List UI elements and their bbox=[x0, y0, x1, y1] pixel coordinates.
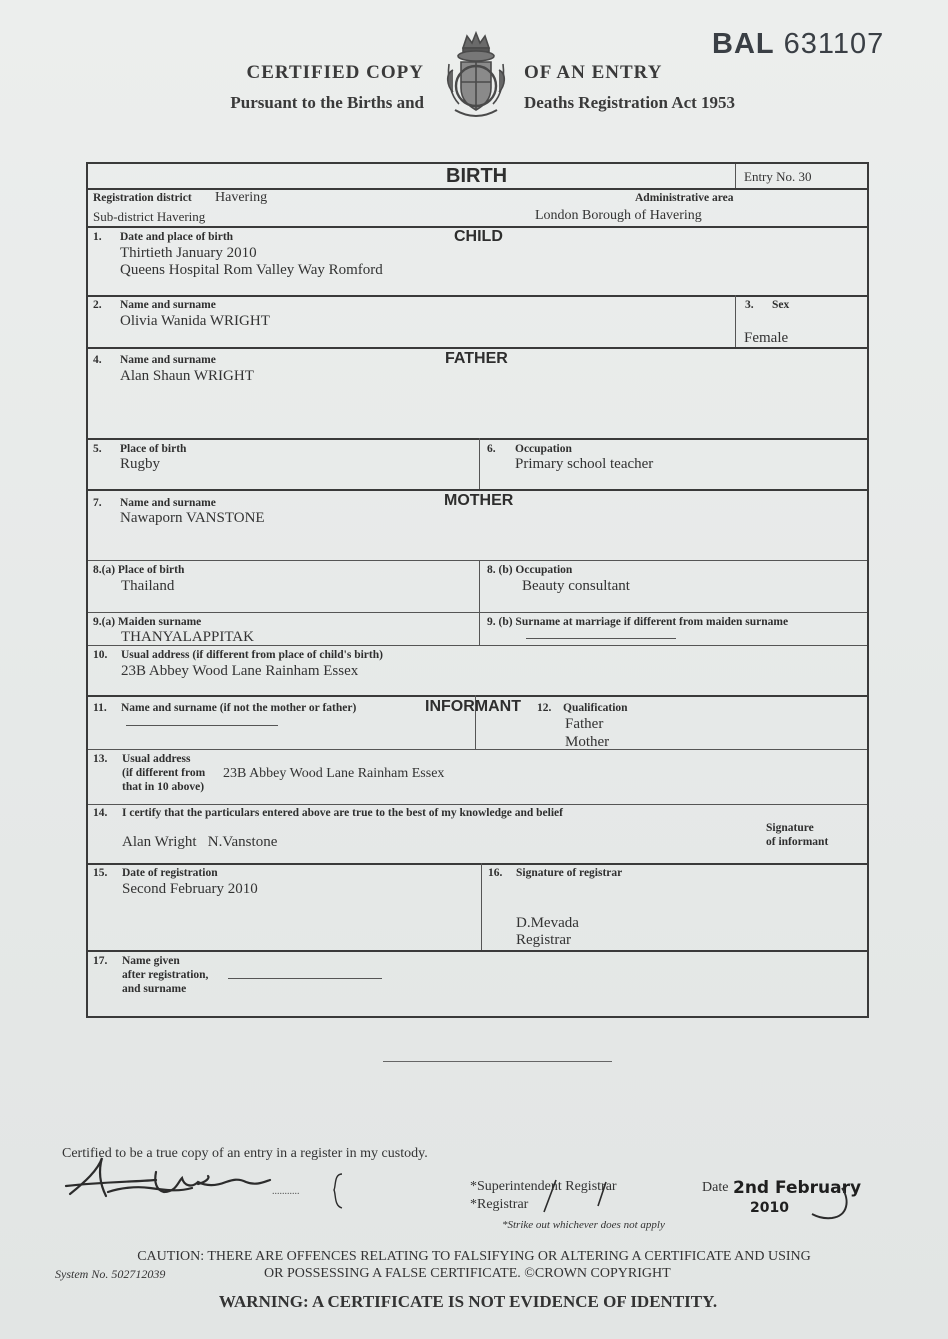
subtitle-right: Deaths Registration Act 1953 bbox=[524, 93, 736, 112]
signature-label-line2: of informant bbox=[766, 836, 829, 848]
field-15-number: 15. bbox=[93, 867, 108, 879]
field-13-label: Usual address bbox=[122, 753, 191, 765]
field-7-number: 7. bbox=[93, 497, 102, 509]
father-occupation: Primary school teacher bbox=[515, 456, 654, 472]
date-label: Date bbox=[702, 1180, 729, 1195]
registration-date: Second February 2010 bbox=[122, 881, 258, 897]
field-10-number: 10. bbox=[93, 649, 108, 661]
birth-place: Queens Hospital Rom Valley Way Romford bbox=[120, 262, 383, 278]
title-left: CERTIFIED COPY bbox=[246, 62, 424, 83]
field-13-label-line2: (if different from bbox=[122, 767, 206, 779]
field-10-label: Usual address (if different from place of child's birth) bbox=[121, 649, 383, 661]
registrar-option: *Registrar bbox=[470, 1197, 529, 1212]
qualification-father: Father bbox=[565, 716, 604, 732]
system-number: System No. 502712039 bbox=[55, 1267, 166, 1281]
mother-occupation: Beauty consultant bbox=[522, 578, 630, 594]
mother-name: Nawaporn VANSTONE bbox=[120, 510, 265, 526]
informant-signature: Alan Wright N.Vanstone bbox=[122, 834, 278, 850]
field-12-number: 12. bbox=[537, 702, 552, 714]
field-17-label: Name given bbox=[122, 955, 180, 967]
field-17-label-line3: and surname bbox=[122, 983, 187, 995]
field-1-label: Date and place of birth bbox=[120, 231, 234, 243]
certificate-year: 2010 bbox=[750, 1200, 789, 1216]
strike-mark-icon bbox=[540, 1176, 630, 1216]
form-title: BIRTH bbox=[446, 165, 508, 187]
field-14-label: I certify that the particulars entered above are true to the best of my knowledge and belief bbox=[122, 807, 563, 819]
handwritten-flourish-icon bbox=[792, 1186, 852, 1222]
certified-statement: Certified to be a true copy of an entry in a register in my custody. bbox=[62, 1146, 428, 1161]
warning-notice: WARNING: A CERTIFICATE IS NOT EVIDENCE OF IDENTITY. bbox=[218, 1292, 718, 1311]
section-child: CHILD bbox=[454, 228, 503, 245]
father-name: Alan Shaun WRIGHT bbox=[120, 368, 254, 384]
birth-entry-form bbox=[86, 162, 869, 1018]
field-17-label-line2: after registration, bbox=[122, 969, 209, 981]
field-9b-blank bbox=[526, 638, 676, 639]
field-11-label: Name and surname (if not the mother or father) bbox=[121, 702, 357, 714]
field-2-number: 2. bbox=[93, 299, 102, 311]
title-right: OF AN ENTRY bbox=[524, 62, 663, 83]
field-4-label: Name and surname bbox=[120, 354, 216, 366]
field-7-label: Name and surname bbox=[120, 497, 216, 509]
field-6-number: 6. bbox=[487, 443, 496, 455]
mother-maiden-surname: THANYALAPPITAK bbox=[121, 629, 254, 645]
field-13-number: 13. bbox=[93, 753, 108, 765]
field-11-number: 11. bbox=[93, 702, 107, 714]
caution-line-2: OR POSSESSING A FALSE CERTIFICATE. ©CROWN COPYRIGHT bbox=[264, 1266, 671, 1281]
royal-crest-icon bbox=[443, 30, 509, 124]
sub-district: Sub-district Havering bbox=[93, 209, 206, 224]
field-2-label: Name and surname bbox=[120, 299, 216, 311]
strike-note: *Strike out whichever does not apply bbox=[502, 1219, 665, 1231]
child-name: Olivia Wanida WRIGHT bbox=[120, 313, 270, 329]
field-15-label: Date of registration bbox=[122, 867, 218, 879]
field-3-label: Sex bbox=[772, 299, 790, 311]
superintendent-registrar-option: *Superintendent Registrar bbox=[470, 1179, 617, 1194]
field-13-label-line3: that in 10 above) bbox=[122, 781, 205, 793]
section-informant: INFORMANT bbox=[425, 698, 521, 715]
registrar-title: Registrar bbox=[516, 932, 571, 948]
caution-line-1: CAUTION: THERE ARE OFFENCES RELATING TO FALSIFYING OR ALTERING A CERTIFICATE AND USING bbox=[137, 1249, 811, 1264]
field-11-blank bbox=[126, 725, 278, 726]
field-9a-label: 9.(a) Maiden surname bbox=[93, 616, 202, 628]
serial-digits: 631107 bbox=[783, 28, 885, 60]
field-9b-label: 9. (b) Surname at marriage if different from maiden surname bbox=[487, 616, 789, 628]
section-mother: MOTHER bbox=[444, 492, 514, 509]
certificate-date: 2nd February bbox=[733, 1178, 862, 1198]
child-sex: Female bbox=[744, 330, 789, 346]
mother-birthplace: Thailand bbox=[121, 578, 175, 594]
field-17-number: 17. bbox=[93, 955, 108, 967]
informant-address: 23B Abbey Wood Lane Rainham Essex bbox=[223, 766, 445, 781]
divider-line bbox=[383, 1061, 612, 1062]
signature-label: Signature bbox=[766, 822, 814, 834]
birth-date: Thirtieth January 2010 bbox=[120, 245, 257, 261]
field-16-label: Signature of registrar bbox=[516, 867, 623, 879]
field-8b-label: 8. (b) Occupation bbox=[487, 564, 573, 576]
registrar-name: D.Mevada bbox=[516, 915, 579, 931]
qualification-mother: Mother bbox=[565, 734, 610, 750]
certifier-signature-icon bbox=[60, 1152, 350, 1222]
administrative-area-value: London Borough of Havering bbox=[535, 208, 702, 223]
registration-district-value: Havering bbox=[215, 190, 268, 205]
subtitle-left: Pursuant to the Births and bbox=[230, 93, 424, 112]
field-12-label: Qualification bbox=[563, 702, 628, 714]
father-birthplace: Rugby bbox=[120, 456, 161, 472]
field-17-blank bbox=[228, 978, 382, 979]
field-14-number: 14. bbox=[93, 807, 108, 819]
registration-district-label: Registration district bbox=[93, 192, 192, 204]
usual-address: 23B Abbey Wood Lane Rainham Essex bbox=[121, 663, 359, 679]
field-5-label: Place of birth bbox=[120, 443, 187, 455]
section-father: FATHER bbox=[445, 350, 508, 367]
field-1-number: 1. bbox=[93, 231, 102, 243]
field-8a-label: 8.(a) Place of birth bbox=[93, 564, 185, 576]
field-16-number: 16. bbox=[488, 867, 503, 879]
serial-number bbox=[712, 28, 884, 61]
serial-prefix: BAL bbox=[712, 28, 775, 60]
svg-text:...........: ........... bbox=[272, 1186, 300, 1197]
field-3-number: 3. bbox=[745, 299, 754, 311]
field-4-number: 4. bbox=[93, 354, 102, 366]
entry-number: Entry No. 30 bbox=[744, 169, 812, 184]
administrative-area-label: Administrative area bbox=[635, 192, 734, 204]
field-6-label: Occupation bbox=[515, 443, 572, 455]
field-5-number: 5. bbox=[93, 443, 102, 455]
